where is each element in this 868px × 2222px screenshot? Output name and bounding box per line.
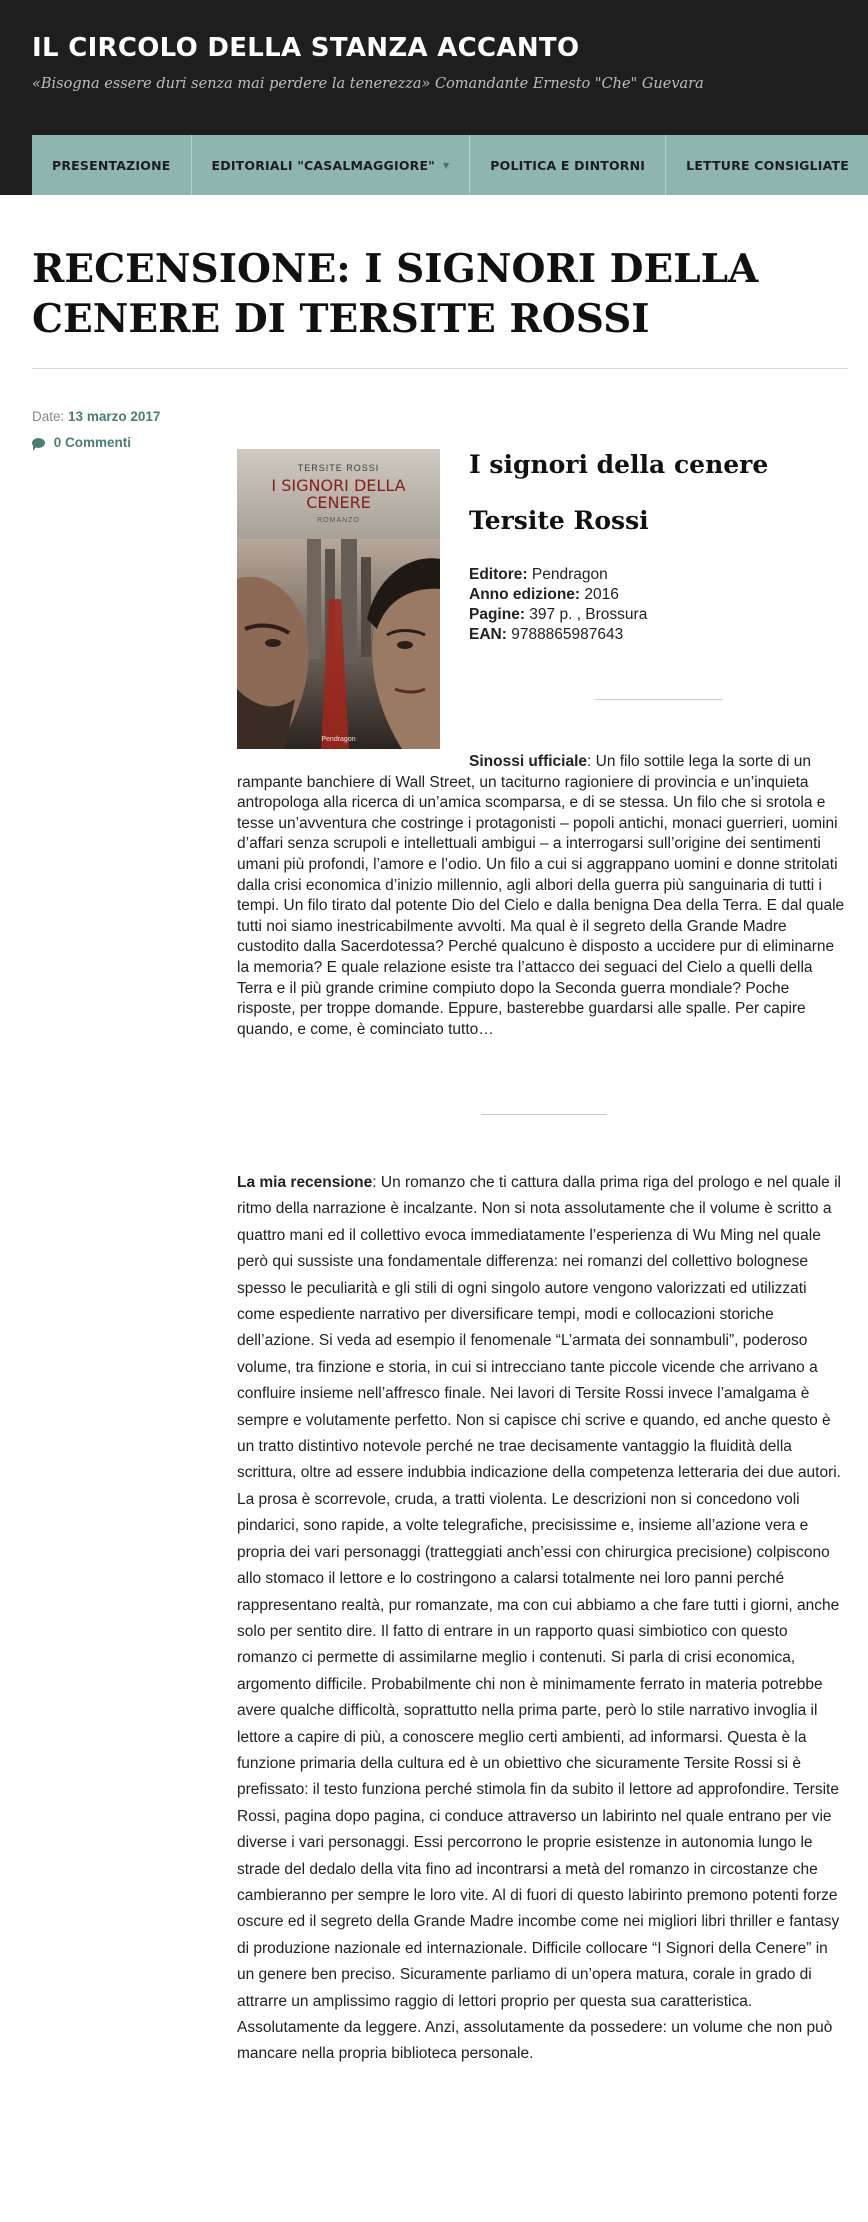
date-label: Date: — [32, 409, 65, 424]
cover-title: I SIGNORI DELLA CENERE — [271, 476, 406, 512]
book-title: I signori della cenere — [469, 450, 769, 479]
post-title: RECENSIONE: I SIGNORI DELLA CENERE DI TERSITE ROSSI — [32, 246, 759, 342]
publisher-label: Editore: — [469, 566, 528, 583]
date-link[interactable]: 13 marzo 2017 — [68, 409, 161, 424]
publisher-value: Pendragon — [531, 566, 608, 583]
cover-illustration — [237, 539, 440, 749]
post-date — [32, 404, 160, 430]
comments-link[interactable]: 0 Commenti — [53, 435, 132, 450]
nav-item-label: LETTURE CONSIGLIATE — [686, 157, 850, 173]
synopsis-label: Sinossi ufficiale — [469, 753, 588, 770]
chevron-down-icon: ▼ — [442, 160, 450, 170]
review-text: : Un romanzo che ti cattura dalla prima riga del prologo e nel quale il ritmo della narrazione è incalzante. Non si nota assolutamente che il volume è scritto a quattro mani ed il collettivo evoca immediatamente l’esperienza di Wu Ming nel quale però qui sussiste una fondamentale differenza: nei romanzi del collettivo bolognese spesso le peculiarità e gli stili di ogni singolo autore vengono valorizzati ed utilizzati come espediente narrativo per diversificare tempi, modi e collocazioni storiche dell’azione. Si veda ad esempio il fenomenale “L’armata dei sonnambuli”, poderoso volume, tra finzione e storia, in cui si intrecciano tante piccole vicende che arrivano a confluire insieme nell’affresco finale. Nei lavori di Tersite Rossi invece l’amalgama è sempre e volutamente perfetto. Non si capisce chi scrive e quando, ed anche questo è un tratto distintivo notevole perché ne trae decisamente vantaggio la fluidità della scrittura, oltre ad essere indubbia indicazione della competenza letteraria dei due autori. La prosa è scorrevole, cruda, a tratti violenta. Le descrizioni non si concedono voli pindarici, sono rapide, a volte telegrafiche, precisissime e, insieme all’azione vera e propria dei vari personaggi (tratteggiati anch’essi con chirurgica precisione) colpiscono allo stomaco il lettore e lo costringono a calarsi totalmente nei loro panni perché rappresentano realtà, pur romanzate, ma con cui abbiamo a che fare tutti i giorni, anche solo per sentito dire. Il fatto di entrare in un rapporto quasi simbiotico con questo romanzo ci permette di assimilarne meglio i contenuti. Si parla di crisi economica, argomento difficile. Probabilmente chi non è minimamente ferrato in materia potrebbe avere qualche difficoltà, soprattutto nella prima parte, però lo stile narrativo invoglia il lettore a capire di più, a conoscere meglio certi ambienti, ad informarsi. Questa è la funzione primaria della cultura ed è un obiettivo che sicuramente Tersite Rossi si è prefissato: il testo funziona perché stimola fin da subito il lettore ad approfondire. Tersite Rossi, pagina dopo pagina, ci conduce attraverso un labirinto nel quale entrano per vie diverse i vari personaggi. Essi percorrono le proprie esistenze in autonomia lungo le strade del dedalo della vita fino ad incontrarsi a metà del romanzo in circostanze che cambieranno per sempre le loro vite. Al di fuori di questo labirinto premono potenti forze oscure ed il segreto della Grande Madre incombe come nei migliori libri thriller e fantasy di produzione nazionale ed internazionale. Difficile collocare “I Signori della Cenere” in un genere ben preciso. Sicuramente parliamo di un’opera matura, corale in grado di attrarre un amplissimo raggio di lettori proprio per questa sua caratteristica. Assolutamente da leggere. Anzi, assolutamente da possedere: un volume che non può mancare nella propria biblioteca personale. — [237, 1174, 841, 2063]
book-year — [469, 585, 647, 605]
nav-item-presentazione[interactable] — [32, 135, 192, 195]
section-divider — [595, 699, 723, 700]
synopsis-text: : Un filo sottile lega la sorte di un rampante banchiere di Wall Street, un taciturno ragioniere di provincia e un’inquieta antropologa alla ricerca di un’amica scomparsa, e di se stessa. Un filo che si srotola e tesse un’avventura che costringe i protagonisti – popoli antichi, monaci guerrieri, uomini d’affari senza scrupoli e intellettuali ambigui – a interrogarsi sull’origine dei sentimenti umani più profondi, l’amore e l’odio. Un filo a cui si aggrappano uomini e donne stritolati dalla crisi economica d’inizio millennio, agli albori della guerra più sanguinaria di tutti i tempi. Un filo tirato dal potente Dio del Cielo e dalla benigna Dea della Terra. E dal quale tutti noi siamo inestricabilmente avvolti. Ma qual è il segreto della Grande Madre custodito dalla Sacerdotessa? Perché qualcuno è disposto a uccidere pur di eliminarne la memoria? E quale relazione esiste tra l’attacco dei seguaci del Cielo a quelli della Terra e il più grande crimine compiuto dopo la Seconda guerra mondiale? Poche risposte, per troppe domande. Eppure, basterebbe guardarsi alle spalle. Per capire quando, e come, è cominciato tutto… — [237, 753, 845, 1038]
cover-subtitle: ROMANZO — [317, 517, 360, 524]
cover-publisher: Pendragon — [321, 736, 356, 743]
nav-item-label: POLITICA E DINTORNI — [490, 157, 646, 173]
site-header — [0, 0, 868, 195]
ean-value: 9788865987643 — [511, 626, 624, 643]
review-paragraph — [237, 1170, 848, 2068]
section-divider — [481, 1114, 607, 1115]
main-navigation — [32, 135, 868, 195]
nav-item-politica[interactable] — [470, 135, 666, 195]
pages-label: Pagine: — [469, 606, 525, 623]
year-value: 2016 — [584, 586, 619, 603]
cover-author: TERSITE ROSSI — [297, 463, 380, 473]
site-tagline: «Bisogna essere duri senza mai perdere la tenerezza» Comandante Ernesto "Che" Guevara — [32, 76, 704, 92]
post-comments[interactable] — [32, 430, 160, 456]
nav-item-editoriali[interactable] — [192, 135, 471, 195]
book-pages — [469, 605, 647, 625]
ean-label: EAN: — [469, 626, 507, 643]
post-meta — [32, 404, 160, 456]
book-author: Tersite Rossi — [469, 506, 649, 535]
synopsis-paragraph — [237, 752, 848, 1040]
review-label: La mia recensione — [237, 1174, 373, 1191]
book-cover-image[interactable] — [237, 449, 440, 749]
book-ean — [469, 625, 647, 645]
site-title[interactable]: IL CIRCOLO DELLA STANZA ACCANTO — [32, 33, 580, 63]
book-details — [469, 565, 647, 645]
comment-icon — [32, 438, 45, 448]
pages-value: 397 p. , Brossura — [529, 606, 648, 623]
book-publisher — [469, 565, 647, 585]
nav-item-label: EDITORIALI "CASALMAGGIORE" — [211, 157, 435, 173]
title-divider — [32, 368, 848, 369]
nav-item-letture[interactable] — [666, 135, 868, 195]
nav-item-label: PRESENTAZIONE — [52, 157, 171, 173]
year-label: Anno edizione: — [469, 586, 581, 603]
